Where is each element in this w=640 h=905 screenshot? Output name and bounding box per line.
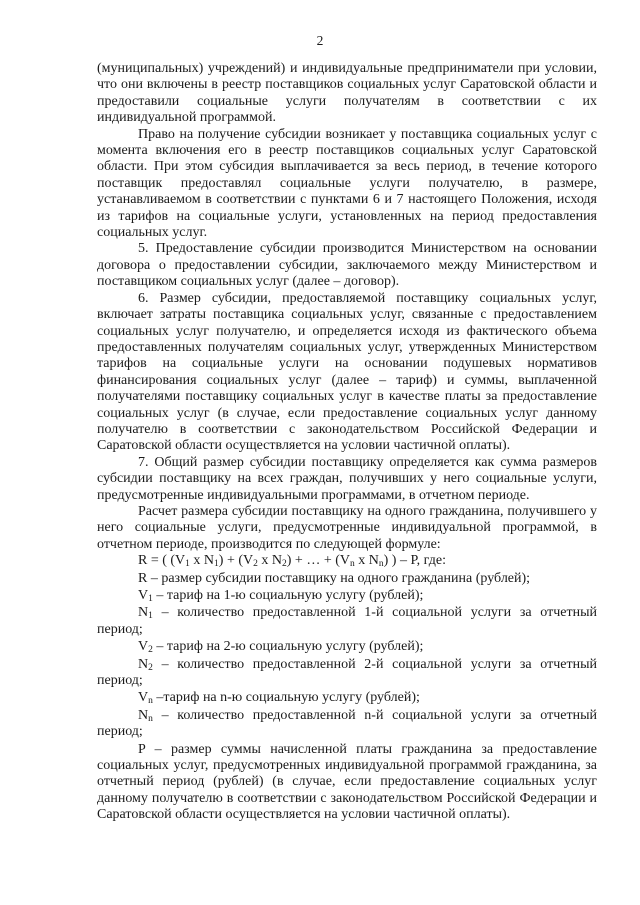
paragraph-item-7: 7. Общий размер субсидии поставщику определяется как сумма размеров субсидии поставщику на всех граждан, получивших у него социальные услуги, предусмотренные индивидуальными программами, в отчетном периоде.	[97, 454, 597, 503]
paragraph-item-5: 5. Предоставление субсидии производится Министерством на основании договора о предоставлении субсидии, заключаемого между Министерством и поставщиком социальных услуг (далее – договор).	[97, 241, 597, 290]
definition-r: R – размер субсидии поставщику на одного гражданина (рублей);	[138, 570, 531, 586]
page-number: 2	[316, 33, 324, 48]
document-body	[97, 61, 597, 824]
paragraph-eligibility-continued: (муниципальных) учреждений) и индивидуальные предприниматели при условии, что они включены в реестр поставщиков социальных услуг Саратовской области и предоставили социальные услуги получателям в соответствии с их индивидуальной программой.	[97, 61, 597, 126]
formula-line: R = ( ($V_1$ x $N_1) + (V_2$ x $N_2$) + … + ($V_n$ x $N_n$) ) – P, где:	[138, 553, 446, 570]
definition-n1: $N_1$ – количество предоставленной 1-й социальной услуги за отчетный период;	[97, 605, 597, 637]
definition-v2: $V_2$ – тариф на 2-ю социальную услугу (рублей);	[138, 639, 424, 656]
paragraph-calculation-intro: Расчет размера субсидии поставщику на одного гражданина, получившего у него социальные услуги, предусмотренные индивидуальной программой, в отчетном периоде, производится по следующей формуле:	[97, 503, 597, 552]
definition-v1: $V_1$ – тариф на 1-ю социальную услугу (рублей);	[138, 588, 424, 604]
definition-p: P – размер суммы начисленной платы гражданина за предоставление социальных услуг, предусмотренных индивидуальной программой гражданина, за отчетный период (рублей) (в случае, если предоставление социальных услуг данному получателю в соответствии с законодательством Российской Федерации и Саратовской области осуществляется на условии частичной оплаты).	[97, 741, 597, 823]
definition-nn: $N_n$ – количество предоставленной n-й социальной услуги за отчетный период;	[97, 707, 597, 740]
definition-vn: $V_n$ –тариф на n-ю социальную услугу (рублей);	[138, 690, 420, 707]
paragraph-item-6: 6. Размер субсидии, предоставляемой поставщику социальных услуг, включает затраты поставщика социальных услуг, связанные с предоставлением социальных услуг получателю, и определяется исходя из фактического объема предоставленных получателям социальных услуг, утвержденных Министерством тарифов на социальные услуги на основании подушевых нормативов финансирования социальных услуг (далее – тариф) и суммы, выплаченной получателями поставщику социальных услуг в качестве платы за предоставление социальных услуг (в случае, если предоставление социальных услуг данному получателю в соответствии с законодательством Российской Федерации и Саратовской области осуществляется на условии частичной оплаты).	[97, 290, 597, 454]
definition-n2: $N_2$ – количество предоставленной 2-й социальной услуги за отчетный период;	[97, 656, 597, 689]
paragraph-subsidy-right: Право на получение субсидии возникает у поставщика социальных услуг с момента включения его в реестр поставщиков социальных услуг Саратовской области. При этом субсидия выплачивается за весь период, в течение которого поставщик предоставлял социальные услуги получателю, в размере, устанавливаемом в соответствии с пунктами 6 и 7 настоящего Положения, исходя из тарифов на социальные услуги, установленных на период предоставления социальных услуг.	[97, 126, 597, 241]
